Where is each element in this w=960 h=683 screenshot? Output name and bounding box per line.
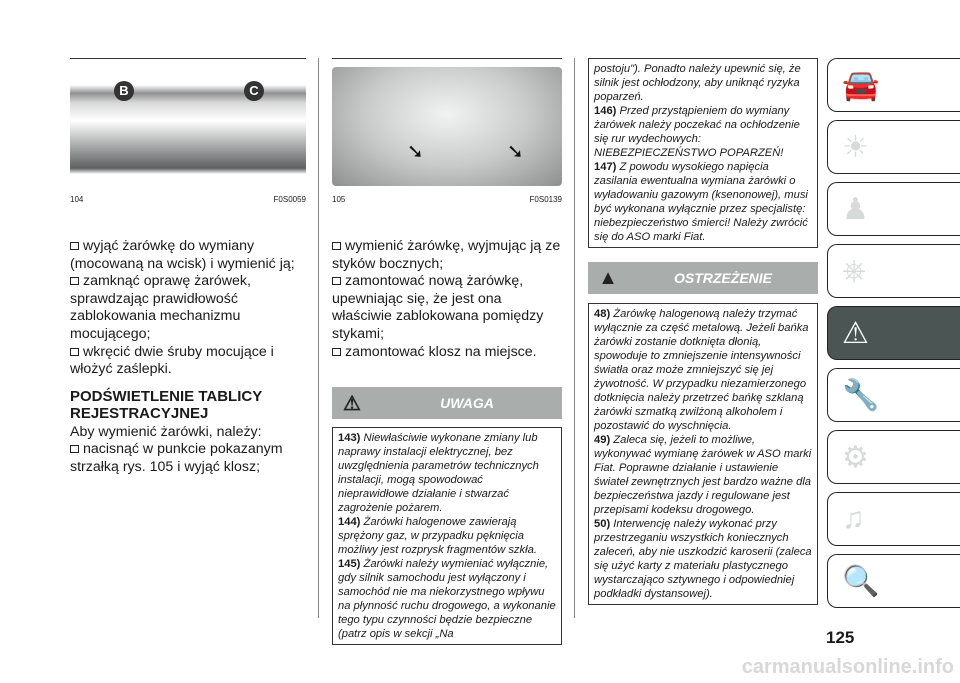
figure-code: F0S0059 (273, 195, 306, 204)
note: 144) Żarówki halogenowe zawierają sprężony gaz, w przypadku pęknięcia możliwy jest rozprysk fragmentów szkła. (338, 516, 537, 557)
figure-code: F0S0139 (529, 195, 562, 204)
maintenance-icon: 🔧 (842, 378, 880, 412)
warning-lights-icon: ☀ (842, 130, 869, 164)
column-1 (70, 58, 306, 477)
tab-index[interactable] (827, 554, 960, 608)
note: 49) Zaleca się, jeżeli to możliwe, wykonywać wymianę żarówek w ASO marki Fiat. Poprawne działanie i ustawienie świateł zewnętrznych jest bardzo ważne dla bezpieczeństwa jazdy i regulowane jest przepisami kodeksu drogowego. (594, 434, 812, 516)
tab-maintenance[interactable] (827, 368, 960, 422)
column-2 (332, 58, 562, 645)
exclamation-triangle-icon: ⚠ (343, 392, 361, 415)
notes-box (588, 303, 818, 605)
step: zamontować klosz na miejsce. (332, 344, 562, 362)
section-heading: PODŚWIETLENIE TABLICY REJESTRACYJNEJ (70, 387, 262, 422)
multimedia-icon: ♫ (842, 502, 865, 535)
notes-box (332, 427, 562, 645)
checkbox-bullet-icon (70, 445, 79, 453)
car-caution-icon: ▲ (598, 266, 618, 289)
figure-104 (70, 58, 306, 208)
figure-number: 104 (70, 195, 84, 204)
notes-box (588, 58, 818, 248)
index-icon: 🔍 (842, 564, 880, 598)
note: 147) Z powodu wysokiego napięcia zasilania ewentualna wymiana żarówki o wyładowaniu gazowym (ksenonowej), musi być wykonana wyłącznie przez specjalistę: niebezpieczeństwo śmierci! Należy zwrócić się do ASO marki Fiat. (594, 161, 808, 243)
step: wymienić żarówkę, wyjmując ją ze styków bocznych; (332, 238, 561, 272)
tab-emergency[interactable] (827, 306, 960, 360)
warning-banner: ⚠ UWAGA (332, 387, 562, 419)
emergency-icon: ⚠ (842, 316, 869, 350)
watermark: carmanualsonline.info (741, 656, 954, 678)
tab-car-info[interactable] (827, 58, 960, 112)
note-continued: postoju"). Ponadto należy upewnić się, że silnik jest ochłodzony, aby uniknąć ryzyka poparzeń. (594, 63, 801, 103)
checkbox-bullet-icon (332, 277, 341, 285)
callout-b: B (114, 81, 134, 101)
page-number: 125 (826, 628, 855, 647)
checkbox-bullet-icon (70, 348, 79, 356)
callout-c: C (244, 81, 264, 101)
note: 146) Przed przystąpieniem do wymiany żarówek należy poczekać na ochłodzenie się rur wydechowych: NIEBEZPIECZEŃSTWO POPARZEŃ! (594, 105, 800, 159)
checkbox-bullet-icon (332, 242, 341, 250)
tab-starting-driving[interactable] (827, 244, 960, 298)
starting-driving-icon: ⎈ (842, 254, 866, 287)
car-info-icon: 🚘 (842, 68, 880, 102)
tab-warning-lights[interactable] (827, 120, 960, 174)
tab-safety[interactable] (827, 182, 960, 236)
step: wkręcić dwie śruby mocujące i włożyć zaślepki. (70, 343, 274, 378)
column-divider (318, 58, 319, 618)
note: 145) Żarówki należy wymieniać wyłącznie, gdy silnik samochodu jest wyłączony i samochód nie ma niekorzystnego wpływu na płynność ruchu drogowego, a wykonanie tego typu czynności będzie bezpieczne (patrz opis w sekcji „Na (338, 558, 556, 641)
step: wyjąć żarówkę do wymiany (mocowaną na wcisk) i wymienić ją; (70, 238, 295, 272)
step: nacisnąć w punkcie pokazanym strzałką rys. 105 i wyjąć klosz; (70, 441, 283, 475)
safety-icon: ♟ (842, 192, 869, 226)
tab-technical-data[interactable] (827, 430, 960, 484)
note: 50) Interwencję należy wykonać przy przestrzeganiu wszystkich koniecznych zaleceń, aby nie uszkodzić karoserii (zaleca się użyć karty z materiału plastycznego wystarczająco sztywnego i odpowiedniej podkładki dystansowej). (594, 518, 812, 600)
note: 143) Niewłaściwie wykonane zmiany lub naprawy instalacji elektrycznej, bez uwzględnienia parametrów technicznych instalacji, mogą spowodować nieprawidłowe działanie i stwarzać zagrożenie pożarem. (338, 432, 539, 515)
step: zamknąć oprawę żarówek, sprawdzając prawidłowość zablokowania mechanizmu mocującego; (70, 273, 251, 342)
column-3 (588, 58, 818, 605)
tab-multimedia[interactable] (827, 492, 960, 546)
tail-light-photo (70, 67, 306, 186)
checkbox-bullet-icon (332, 348, 341, 356)
checkbox-bullet-icon (70, 277, 79, 285)
arrow-icon: ➘ (407, 141, 424, 163)
note: 48) Żarówkę halogenową należy trzymać wyłącznie za część metalową. Jeżeli bańka żarówki zostanie dotknięta dłonią, spowoduje to zmniejszenie intensywności światła oraz może zmniejszyć się jej żywotność. W przypadku niezamierzonego dotknięcia należy przetrzeć bańkę szklaną żarówki szmatką zwilżoną alkoholem i pozostawić do wyschnięcia. (594, 308, 809, 432)
arrow-icon: ➘ (507, 141, 524, 163)
intro: Aby wymienić żarówki, należy: (70, 423, 262, 440)
step: zamontować nową żarówkę, upewniając się, że jest ona właściwie zablokowana pomiędzy stykami; (332, 273, 544, 342)
chapter-tabs (827, 58, 960, 616)
figure-number: 105 (332, 195, 346, 204)
technical-data-icon: ⚙ (842, 440, 869, 474)
license-plate-light-photo (332, 67, 562, 186)
figure-105 (332, 58, 562, 208)
column-divider (574, 58, 575, 618)
checkbox-bullet-icon (70, 242, 79, 250)
caution-banner: ▲ OSTRZEŻENIE (588, 262, 818, 294)
